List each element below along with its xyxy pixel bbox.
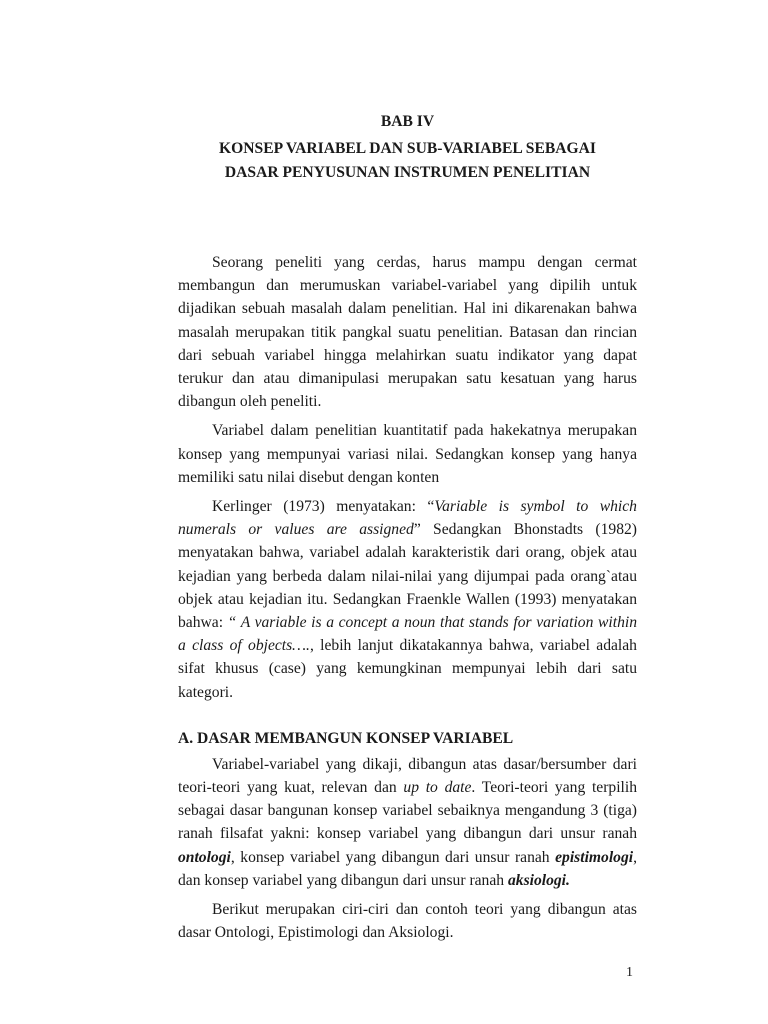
section-a-paragraph-2: Berikut merupakan ciri-ciri dan contoh teori yang dibangun atas dasar Ontologi, Epistimologi dan Aksiologi. — [178, 901, 637, 942]
text-run: ” Sedangkan Bhonstadts (1982) menyatakan bahwa, variabel adalah karakteristik dari orang, objek atau kejadian yang berbeda dalam nilai-nilai yang dijumpai pada orang`atau objek atau kejadian itu. Sedangkan Fraenkle Wallen (1993) menyatakan bahwa: — [178, 521, 637, 632]
bold-italic-term-ontologi: ontologi — [178, 848, 231, 866]
intro-paragraph-1: Seorang peneliti yang cerdas, harus mampu dengan cermat membangun dan merumuskan variabel-variabel yang dipilih untuk dijadikan sebuah masalah dalam penelitian. Hal ini dikarenakan bahwa masalah merupakan titik pangkal suatu penelitian. Batasan dan rincian dari sebuah variabel hingga melahirkan suatu indikator yang dapat terukur dan atau dimanipulasi merupakan satu kesatuan yang harus dibangun oleh peneliti. — [178, 254, 637, 411]
italic-quote-kerlinger: Variable is symbol to which numerals or values are assigned — [178, 498, 637, 539]
bold-italic-term-aksiologi: aksiologi. — [507, 871, 570, 889]
text-run: Kerlinger (1973) menyatakan: “ — [212, 498, 435, 516]
document-page — [178, 110, 637, 950]
intro-paragraph-3 — [178, 495, 637, 704]
chapter-title-line-1: KONSEP VARIABEL DAN SUB-VARIABEL SEBAGAI — [219, 140, 596, 157]
text-run: . Teori-teori yang terpilih sebagai dasar bangunan konsep variabel sebaiknya mengandung 3 (tiga) ranah filsafat yakni: konsep variabel yang dibangun dari unsur ranah — [178, 779, 637, 843]
text-run: Variabel-variabel yang dikaji, dibangun atas dasar/bersumber dari teori-teori yang kuat, relevan dan — [178, 755, 637, 797]
italic-term: up to date — [403, 779, 472, 797]
page-number: 1 — [626, 965, 633, 980]
section-a-paragraph-1 — [178, 753, 637, 892]
chapter-title-line-2: DASAR PENYUSUNAN INSTRUMEN PENELITIAN — [224, 164, 591, 181]
text-run: , lebih lanjut dikatakannya bahwa, variabel adalah sifat khusus (case) yang kemungkinan mempunyai lebih dari satu kategori. — [178, 637, 637, 701]
text-run: , dan konsep variabel yang dibangun dari unsur ranah — [178, 848, 637, 889]
text-run: , konsep variabel yang dibangun dari unsur ranah — [230, 848, 556, 866]
italic-quote-fraenkle: “ A variable is a concept a noun that stands for variation within a class of objects…. — [178, 614, 637, 655]
chapter-number: BAB IV — [380, 113, 435, 130]
bold-italic-term-epistimologi: epistimologi — [555, 848, 634, 866]
section-heading-a: A. DASAR MEMBANGUN KONSEP VARIABEL — [178, 729, 514, 747]
intro-paragraph-2: Variabel dalam penelitian kuantitatif pada hakekatnya merupakan konsep yang mempunyai variasi nilai. Sedangkan konsep yang hanya memiliki satu nilai disebut dengan konten — [178, 422, 637, 486]
